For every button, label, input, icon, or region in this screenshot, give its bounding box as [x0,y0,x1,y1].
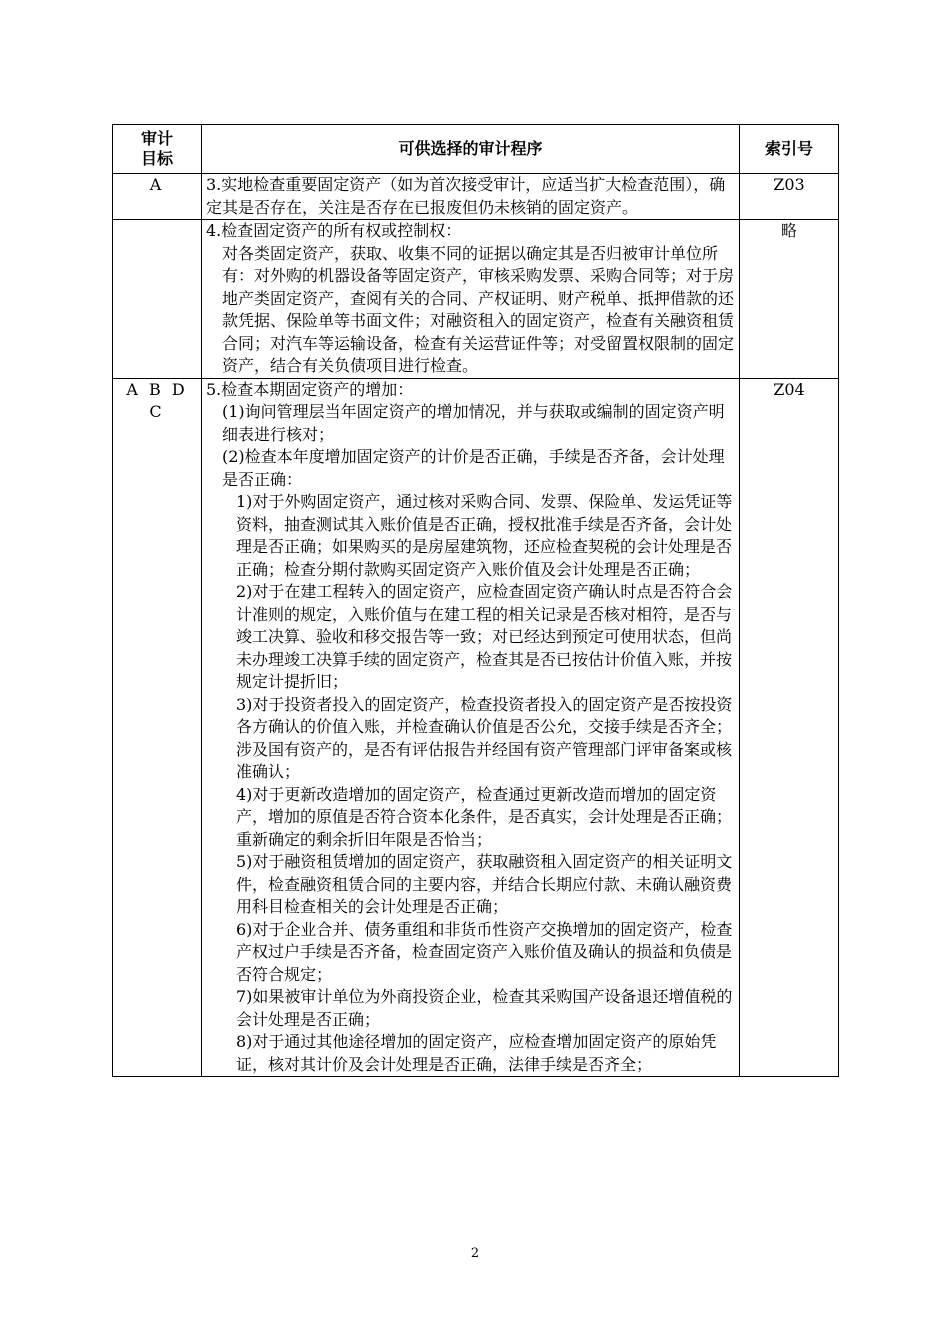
procedure-title: 3.实地检查重要固定资产（如为首次接受审计，应适当扩大检查范围），确定其是否存在，关注是否存在已报废但仍未核销的固定资产。 [206,175,726,217]
procedure-subitem: 8)对于通过其他途径增加的固定资产，应检查增加固定资产的原始凭证，核对其计价及会计处理是否正确，法律手续是否齐全； [236,1032,717,1074]
header-procedure: 可供选择的审计程序 [202,125,740,174]
page-number: 2 [470,1246,480,1261]
header-goal-line2: 目标 [140,149,173,168]
procedure-item: (2)检查本年度增加固定资产的计价是否正确，手续是否齐备，会计处理是否正确： [222,447,725,489]
row-goal [113,220,202,379]
procedure-subitem: 3)对于投资者投入的固定资产，检查投资者投入的固定资产是否按投资各方确认的价值入账，并检查确认价值是否公允，交接手续是否齐全；涉及国有资产的，是否有评估报告并经国有资产管理部门评审备案或核准确认； [236,694,733,781]
procedure-subitem: 4)对于更新改造增加的固定资产，检查通过更新改造而增加的固定资产，增加的原值是否符合资本化条件，是否真实，会计处理是否正确；重新确定的剩余折旧年限是否恰当； [236,784,733,849]
procedure-subitem: 5)对于融资租赁增加的固定资产，获取融资租入固定资产的相关证明文件，检查融资租赁合同的主要内容，并结合长期应付款、未确认融资费用科目检查相关的会计处理是否正确； [236,852,733,916]
header-goal-line1: 审计 [140,129,173,148]
procedure-paragraph: 对各类固定资产，获取、收集不同的证据以确定其是否归被审计单位所有：对外购的机器设备等固定资产，审核采购发票、采购合同等；对于房地产类固定资产，查阅有关的合同、产权证明、财产税单、抵押借款的还款凭据、保险单等书面文件；对融资租入的固定资产，检查有关融资租赁合同；对汽车等运输设备，检查有关运营证件等；对受留置权限制的固定资产，结合有关负债项目进行检查。 [222,243,735,375]
procedure-subitem: 7)如果被审计单位为外商投资企业，检查其采购国产设备退还增值税的会计处理是否正确； [236,987,733,1029]
row-procedure [202,174,740,220]
row-procedure [202,378,740,1077]
table-header-row [113,125,839,174]
header-audit-goal [113,125,202,174]
table-row [113,174,839,220]
procedure-title: 5.检查本期固定资产的增加： [206,379,414,399]
row-index: Z04 [740,378,839,1077]
row-index: 略 [740,220,839,379]
procedure-item: (1)询问管理层当年固定资产的增加情况，并与获取或编制的固定资产明细表进行核对； [222,402,725,444]
audit-procedure-table [112,124,839,1077]
procedure-subitem: 1)对于外购固定资产，通过核对采购合同、发票、保险单、发运凭证等资料，抽查测试其入账价值是否正确，授权批准手续是否齐备，会计处理是否正确；如果购买的是房屋建筑物，还应检查契税的会计处理是否正确；检查分期付款购买固定资产入账价值及会计处理是否正确； [236,492,733,579]
procedure-subitem: 6)对于企业合并、债务重组和非货币性资产交换增加的固定资产，检查产权过户手续是否齐备，检查固定资产入账价值及确认的损益和负债是否符合规定； [236,919,733,984]
row-goal: A [113,174,202,220]
header-index: 索引号 [740,125,839,174]
table-row [113,220,839,379]
procedure-title: 4.检查固定资产的所有权或控制权： [206,221,462,240]
row-goal: A B D C [113,378,202,1077]
row-index: Z03 [740,174,839,220]
row-procedure [202,220,740,379]
procedure-subitem: 2)对于在建工程转入的固定资产，应检查固定资产确认时点是否符合会计准则的规定，入账价值与在建工程的相关记录是否核对相符，是否与竣工决算、验收和移交报告等一致；对已经达到预定可使用状态，但尚未办理竣工决算手续的固定资产，检查其是否已按估计价值入账，并按规定计提折旧； [236,582,733,691]
table-row [113,378,839,1077]
